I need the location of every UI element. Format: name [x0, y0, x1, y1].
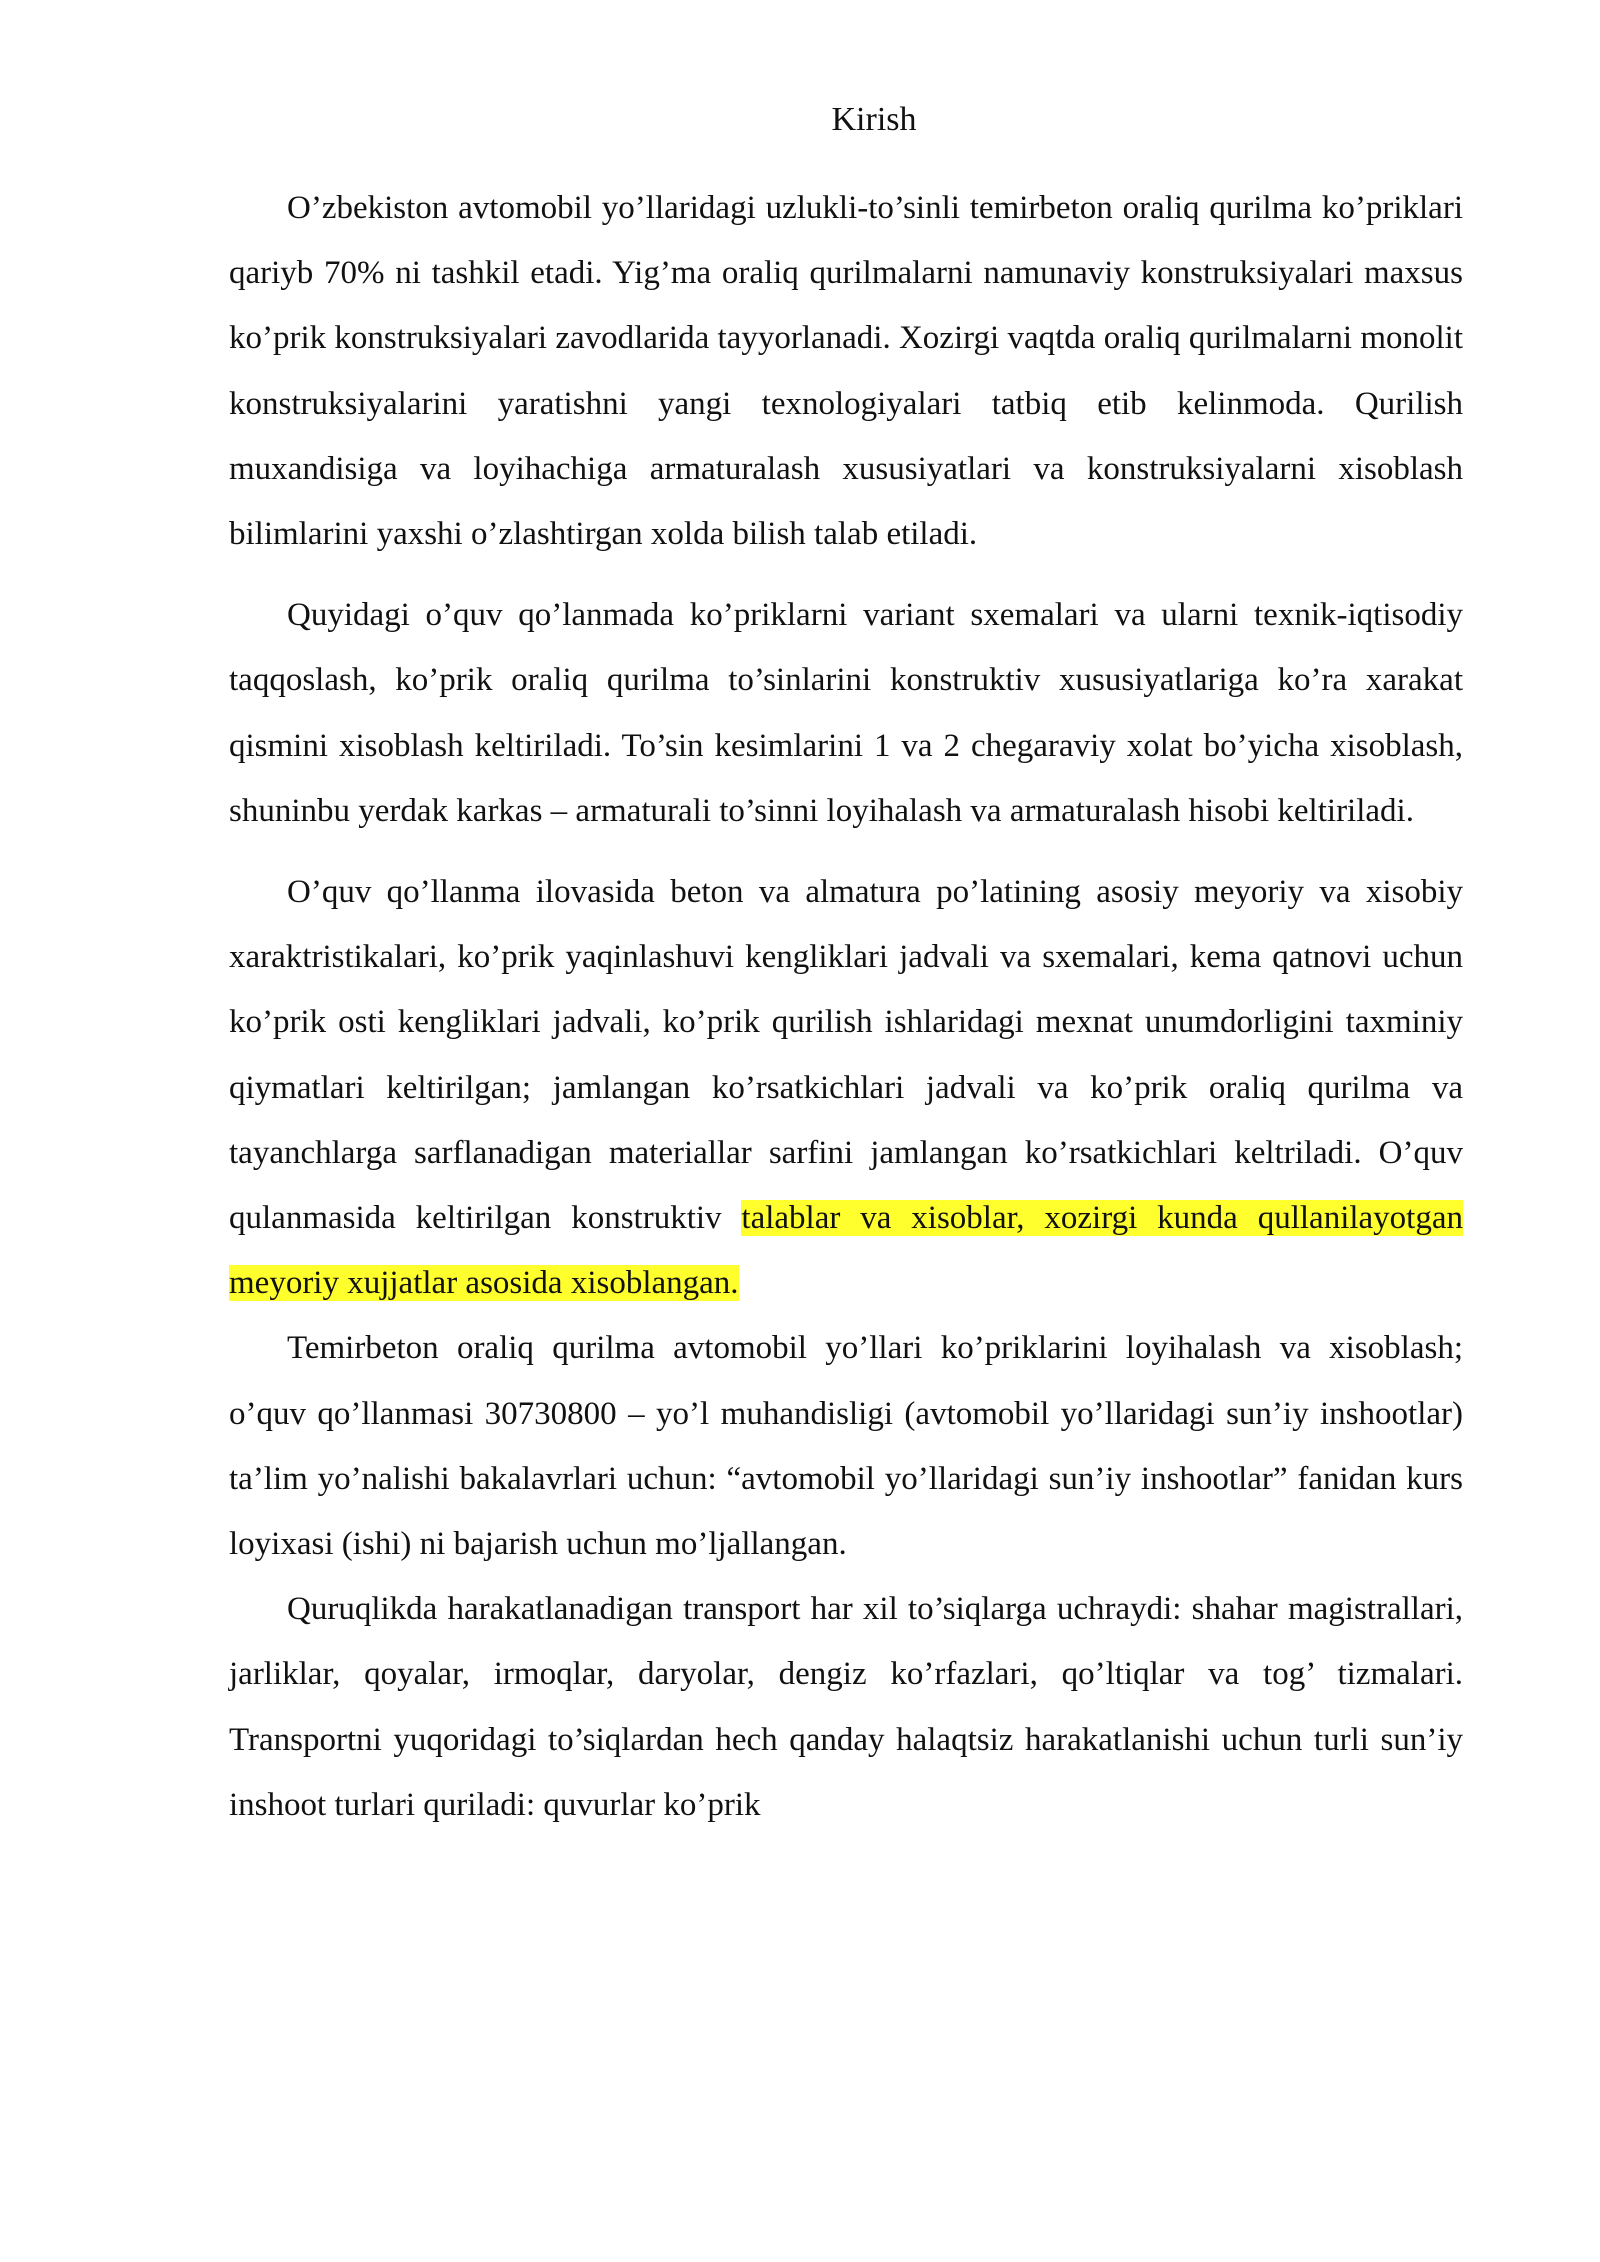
highlighted-text: talablar va xisoblar, xozirgi kunda qullanilayotgan meyoriy xujjatlar asosida xisoblangan. — [229, 1200, 1463, 1302]
paragraph-3 — [229, 860, 1463, 1316]
paragraph-2: Quyidagi o’quv qo’lanmada ko’priklarni variant sxemalari va ularni texnik-iqtisodiy taqqoslash, ko’prik oraliq qurilma to’sinlarini konstruktiv xususiyatlariga ko’ra xarakat qismini xisoblash keltiriladi. To’sin kesimlarini 1 va 2 chegaraviy xolat bo’yicha xisoblash, shuninbu yerdak karkas – armaturali to’sinni loyihalash va armaturalash hisobi keltiriladi. — [229, 597, 1463, 829]
page-title: Kirish — [831, 101, 917, 138]
paragraph-1: O’zbekiston avtomobil yo’llaridagi uzlukli-to’sinli temirbeton oraliq qurilma ko’priklari qariyb 70% ni tashkil etadi. Yig’ma oraliq qurilmalarni namunaviy konstruksiyalari maxsus ko’prik konstruksiyalari zavodlarida tayyorlanadi. Xozirgi vaqtda oraliq qurilmalarni monolit konstruksiyalarini yaratishni yangi texnologiyalari tatbiq etib kelinmoda. Qurilish muxandisiga va loyihachiga armaturalash xususiyatlari va konstruksiyalarni xisoblash bilimlarini yaxshi o’zlashtirgan xolda bilish talab etiladi. — [229, 190, 1463, 553]
paragraph-3-text: O’quv qo’llanma ilovasida beton va almatura po’latining asosiy meyoriy va xisobiy xaraktristikalari, ko’prik yaqinlashuvi kengliklari jadvali va sxemalari, kema qatnovi uchun ko’prik osti kengliklari jadvali, ko’prik qurilish ishlaridagi mexnat unumdorligini taxminiy qiymatlari keltirilgan; jamlangan ko’rsatkichlari jadvali va ko’prik oraliq qurilma va tayanchlarga sarflanadigan materiallar sarfini jamlangan ko’rsatkichlari keltriladi. O’quv qulanmasida keltirilgan konstruktiv — [229, 874, 1463, 1237]
document-body — [229, 176, 1463, 1838]
paragraph-4: Temirbeton oraliq qurilma avtomobil yo’llari ko’priklarini loyihalash va xisoblash; o’quv qo’llanmasi 30730800 – yo’l muhandisligi (avtomobil yo’llaridagi sun’iy inshootlar) ta’lim yo’nalishi bakalavrlari uchun: “avtomobil yo’llaridagi sun’iy inshootlar” fanidan kurs loyixasi (ishi) ni bajarish uchun mo’ljallangan. — [229, 1330, 1463, 1563]
paragraph-5: Quruqlikda harakatlanadigan transport har xil to’siqlarga uchraydi: shahar magistrallari, jarliklar, qoyalar, irmoqlar, daryolar, dengiz ko’rfazlari, qo’ltiqlar va tog’ tizmalari. Transportni yuqoridagi to’siqlardan hech qanday halaqtsiz harakatlanishi uchun turli sun’iy inshoot turlari quriladi: quvurlar ko’prik — [229, 1591, 1463, 1823]
